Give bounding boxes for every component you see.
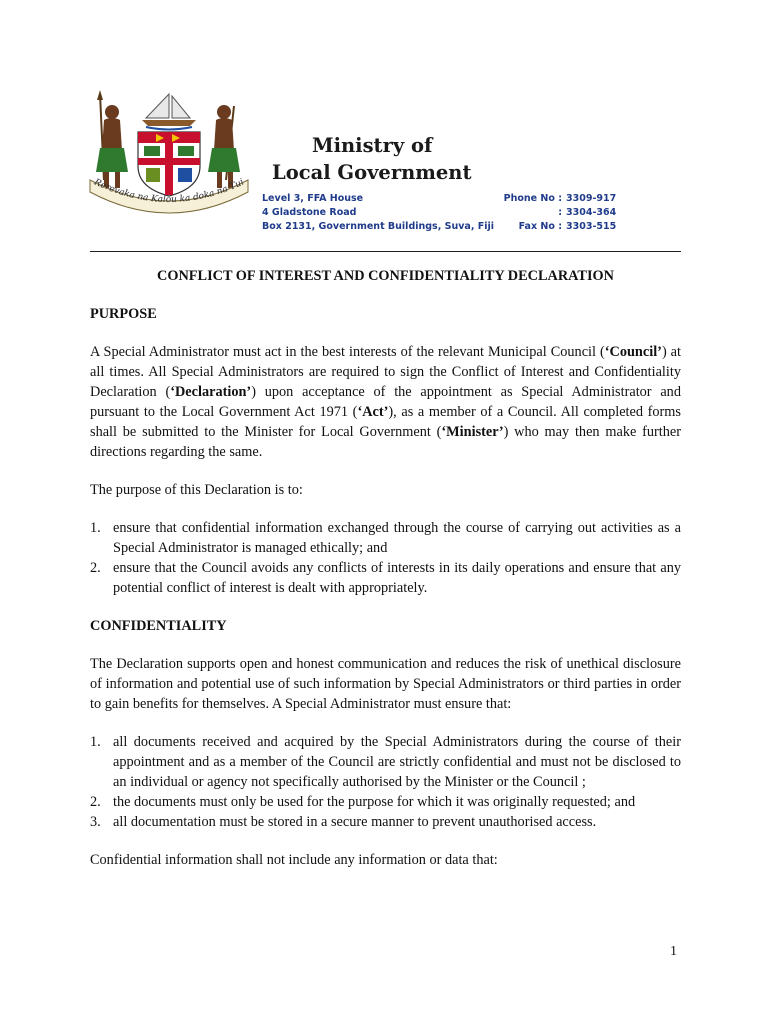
list-item-text: all documents received and acquired by the Special Administrators during the course of their appointment and as a member of the Council are strictly confidential and must not be disclosed to an individual or agency not specifically authorised by the Minister or the Council ; <box>113 734 681 790</box>
right-supporter-figure <box>208 105 240 188</box>
phone-label-2: : <box>558 207 562 218</box>
term-minister: ‘Minister’ <box>441 424 504 440</box>
term-declaration: ‘Declaration’ <box>170 384 252 400</box>
fax-number: 3303-515 <box>566 221 617 232</box>
list-item <box>90 812 681 832</box>
ministry-contacts <box>500 192 636 234</box>
list-item-number: 2. <box>90 560 101 576</box>
purpose-text-3: ) upon acceptance of the appointment as Special Administrator and pursuant to the Local Government Act 1971 ( <box>90 384 681 420</box>
document-body <box>90 266 681 888</box>
crest-motto: Rerevaka na Kalou ka doka na Tui <box>92 177 246 206</box>
ministry-name-line2: Local Government <box>272 161 472 184</box>
document-title: CONFLICT OF INTEREST AND CONFIDENTIALITY DECLARATION <box>157 268 614 284</box>
fax-row <box>500 220 636 234</box>
purpose-intro: The purpose of this Declaration is to: <box>90 482 303 498</box>
address-line: Box 2131, Government Buildings, Suva, Fiji <box>262 221 495 232</box>
closing-line: Confidential information shall not include any information or data that: <box>90 852 498 868</box>
page-number: 1 <box>670 944 677 959</box>
phone-number: 3309-917 <box>566 193 617 204</box>
list-item <box>90 732 681 792</box>
ministry-name-line1: Ministry of <box>312 134 433 157</box>
purpose-heading: PURPOSE <box>90 306 157 322</box>
left-supporter-figure <box>96 90 128 188</box>
purpose-text-2: ) at all times. All Special Administrators are required to sign the Conflict of Interest and Confidentiality Declaration ( <box>90 344 681 400</box>
canoe-crest <box>142 94 196 130</box>
shield <box>138 132 200 196</box>
address-line: Level 3, FFA House <box>262 193 364 204</box>
purpose-list <box>90 518 681 598</box>
confidentiality-list <box>90 732 681 832</box>
term-council: ‘Council’ <box>604 344 662 360</box>
list-item <box>90 792 681 812</box>
list-item-number: 2. <box>90 794 101 810</box>
list-item-number: 1. <box>90 520 101 536</box>
list-item-text: the documents must only be used for the purpose for which it was originally requested; and <box>113 794 636 810</box>
phone-row <box>500 192 636 206</box>
term-act: ‘Act’ <box>357 404 389 420</box>
purpose-text-1: A Special Administrator must act in the best interests of the relevant Municipal Council ( <box>90 344 605 360</box>
list-item <box>90 518 681 558</box>
list-item <box>90 558 681 598</box>
ministry-address <box>262 192 494 234</box>
coat-of-arms-icon <box>86 88 252 220</box>
phone-label: Phone No : <box>503 193 562 204</box>
list-item-text: ensure that confidential information exchanged through the course of carrying out activities as a Special Administrator is managed ethically; and <box>113 520 681 556</box>
ministry-name <box>272 132 532 186</box>
phone-number-2: 3304-364 <box>566 207 617 218</box>
confidentiality-paragraph: The Declaration supports open and honest communication and reduces the risk of unethical disclosure of information and potential use of such information by Special Administrators or third parties in order to gain benefits for themselves. A Special Administrator must ensure that: <box>90 656 681 712</box>
purpose-text-4: ), as a member of a Council. All completed forms shall be submitted to the Minister for Local Government ( <box>90 404 681 440</box>
list-item-text: all documentation must be stored in a secure manner to prevent unauthorised access. <box>113 814 597 830</box>
address-line: 4 Gladstone Road <box>262 207 357 218</box>
phone-row-2 <box>500 206 636 220</box>
confidentiality-heading: CONFIDENTIALITY <box>90 618 227 634</box>
list-item-text: ensure that the Council avoids any conflicts of interests in its daily operations and ensure that any potential conflict of interest is dealt with appropriately. <box>113 560 681 596</box>
letterhead-divider <box>90 251 681 252</box>
purpose-text-5: ) who may then make further directions regarding the same. <box>90 424 681 460</box>
list-item-number: 3. <box>90 814 101 830</box>
fax-label: Fax No : <box>518 221 562 232</box>
list-item-number: 1. <box>90 734 101 750</box>
purpose-paragraph <box>90 342 681 462</box>
